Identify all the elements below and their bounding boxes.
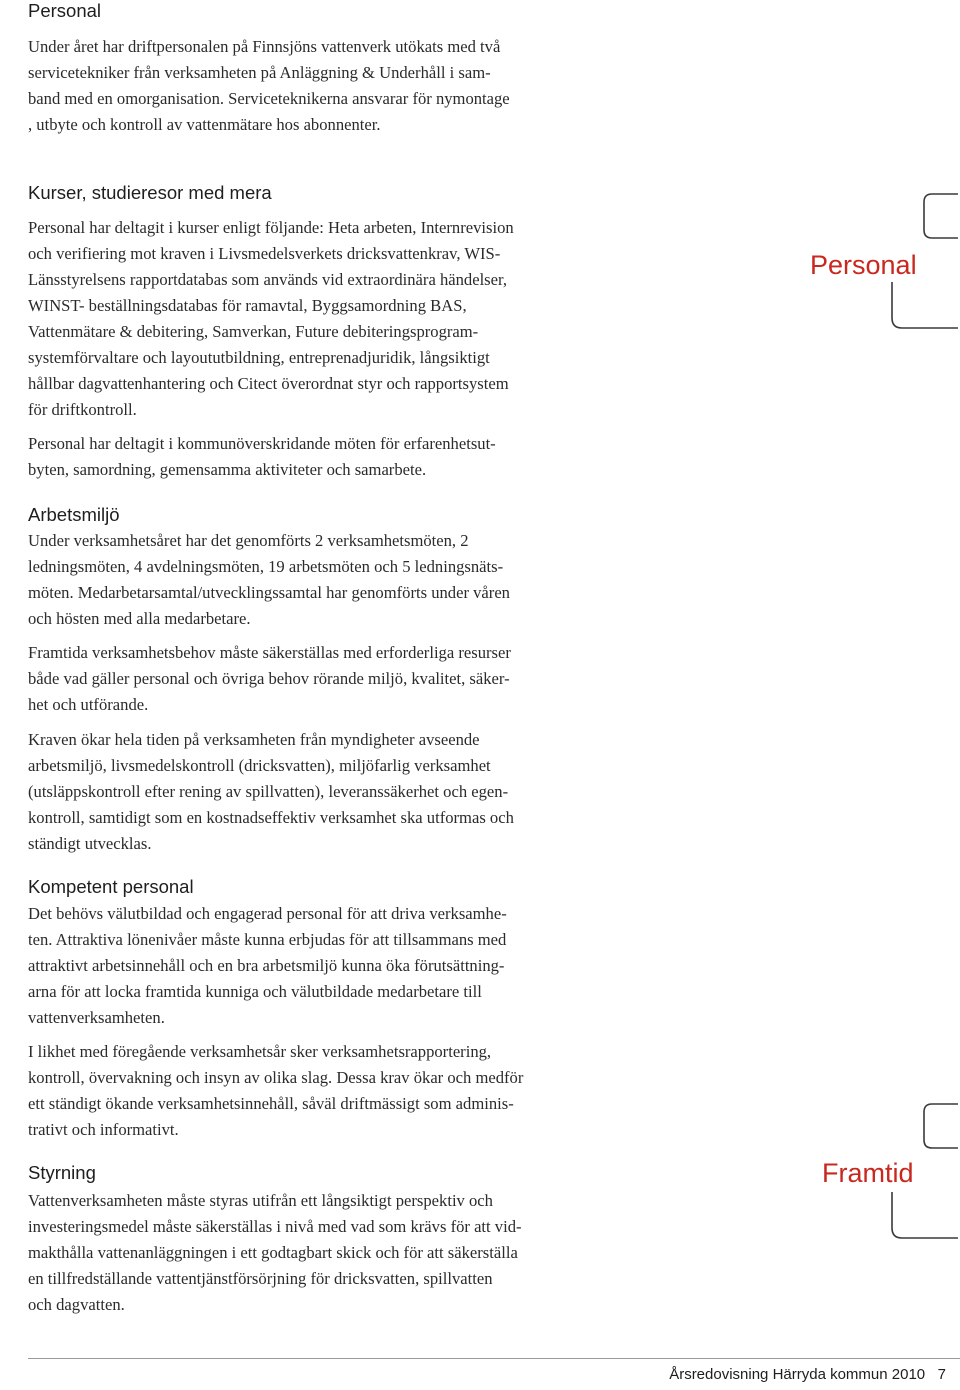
text-line: (utsläppskontroll efter rening av spillvatten), leveranssäkerhet och egen- xyxy=(28,782,509,801)
text-line: attraktivt arbetsinnehåll och en bra arbetsmiljö kunna öka förutsättning- xyxy=(28,956,505,975)
text-line: servicetekniker från verksamheten på Anläggning & Underhåll i sam- xyxy=(28,63,491,82)
paragraph-arbetsmiljo-2 xyxy=(28,640,608,718)
text-line: ledningsmöten, 4 avdelningsmöten, 19 arbetsmöten och 5 ledningsnäts- xyxy=(28,557,504,576)
paragraph-kompetent-1 xyxy=(28,901,608,1031)
text-line: arna för att locka framtida kunniga och välutbildade medarbetare till xyxy=(28,982,482,1001)
text-line: arbetsmiljö, livsmedelskontroll (dricksvatten), miljöfarlig verksamhet xyxy=(28,756,491,775)
text-line: och hösten med alla medarbetare. xyxy=(28,609,251,628)
paragraph-arbetsmiljo-1 xyxy=(28,528,608,632)
text-line: för driftkontroll. xyxy=(28,400,137,419)
paragraph-kurser-1 xyxy=(28,215,608,423)
text-line: och dagvatten. xyxy=(28,1295,125,1314)
text-line: byten, samordning, gemensamma aktiviteter och samarbete. xyxy=(28,460,427,479)
text-line: trativt och informativt. xyxy=(28,1120,179,1139)
paragraph-kurser-2 xyxy=(28,431,608,483)
text-line: Personal har deltagit i kurser enligt följande: Heta arbeten, Internrevision xyxy=(28,218,514,237)
text-line: ett ständigt ökande verksamhetsinnehåll, såväl driftmässigt som adminis- xyxy=(28,1094,514,1113)
text-line: och verifiering mot kraven i Livsmedelsverkets dricksvattenkrav, WIS- xyxy=(28,244,501,263)
text-line: ständigt utvecklas. xyxy=(28,834,152,853)
paragraph-kompetent-2 xyxy=(28,1039,608,1143)
text-line: investeringsmedel måste säkerställas i nivå med vad som krävs för att vid- xyxy=(28,1217,522,1236)
side-label-framtid: Framtid xyxy=(822,1158,914,1188)
heading-styrning: Styrning xyxy=(28,1162,96,1183)
text-line: het och utförande. xyxy=(28,695,149,714)
text-line: Det behövs välutbildad och engagerad personal för att driva verksamhe- xyxy=(28,904,507,923)
text-line: möten. Medarbetarsamtal/utvecklingssamtal har genomförts under våren xyxy=(28,583,510,602)
heading-arbetsmiljo: Arbetsmiljö xyxy=(28,504,120,525)
heading-kompetent: Kompetent personal xyxy=(28,876,194,897)
text-line: kontroll, samtidigt som en kostnadseffektiv verksamhet ska utformas och xyxy=(28,808,514,827)
text-line: WINST- beställningsdatabas för ramavtal, Byggsamordning BAS, xyxy=(28,296,467,315)
text-line: Personal har deltagit i kommunöverskridande möten för erfarenhetsut- xyxy=(28,434,496,453)
text-line: Under verksamhetsåret har det genomförts 2 verksamhetsmöten, 2 xyxy=(28,531,469,550)
text-line: I likhet med föregående verksamhetsår sker verksamhetsrapportering, xyxy=(28,1042,492,1061)
text-line: vattenverksamheten. xyxy=(28,1008,165,1027)
text-line: hållbar dagvattenhantering och Citect överordnat styr och rapportsystem xyxy=(28,374,509,393)
paragraph-personal-1 xyxy=(28,34,608,138)
heading-personal: Personal xyxy=(28,0,102,21)
text-line: makthålla vattenanläggningen i ett godtagbart skick och för att säkerställa xyxy=(28,1243,518,1262)
page-number: 7 xyxy=(937,1366,946,1383)
text-line: band med en omorganisation. Serviceteknikerna ansvarar för nymontage xyxy=(28,89,510,108)
text-line: ten. Attraktiva lönenivåer måste kunna erbjudas för att tillsammans med xyxy=(28,930,507,949)
text-line: Länsstyrelsens rapportdatabas som används vid extraordinära händelser, xyxy=(28,270,508,289)
text-line: , utbyte och kontroll av vattenmätare hos abonnenter. xyxy=(28,115,381,134)
text-line: Framtida verksamhetsbehov måste säkerställas med erforderliga resurser xyxy=(28,643,511,662)
heading-kurser: Kurser, studieresor med mera xyxy=(28,182,272,203)
text-line: Vattenmätare & debitering, Samverkan, Future debiteringsprogram- xyxy=(28,322,479,341)
text-line: både vad gäller personal och övriga behov rörande miljö, kvalitet, säker- xyxy=(28,669,510,688)
paragraph-styrning-1 xyxy=(28,1188,608,1318)
footer xyxy=(669,1366,946,1383)
text-line: Vattenverksamheten måste styras utifrån ett långsiktigt perspektiv och xyxy=(28,1191,493,1210)
text-line: en tillfredställande vattentjänstförsörjning för dricksvatten, spillvatten xyxy=(28,1269,493,1288)
text-line: systemförvaltare och layoututbildning, entreprenadjuridik, långsiktigt xyxy=(28,348,490,367)
text-line: kontroll, övervakning och insyn av olika slag. Dessa krav ökar och medför xyxy=(28,1068,524,1087)
text-line: Kraven ökar hela tiden på verksamheten från myndigheter avseende xyxy=(28,730,480,749)
footer-publication: Årsredovisning Härryda kommun 2010 xyxy=(669,1366,926,1383)
paragraph-arbetsmiljo-3 xyxy=(28,727,608,857)
side-label-personal: Personal xyxy=(810,250,917,280)
text-line: Under året har driftpersonalen på Finnsjöns vattenverk utökats med två xyxy=(28,37,501,56)
footer-divider xyxy=(28,1358,960,1359)
